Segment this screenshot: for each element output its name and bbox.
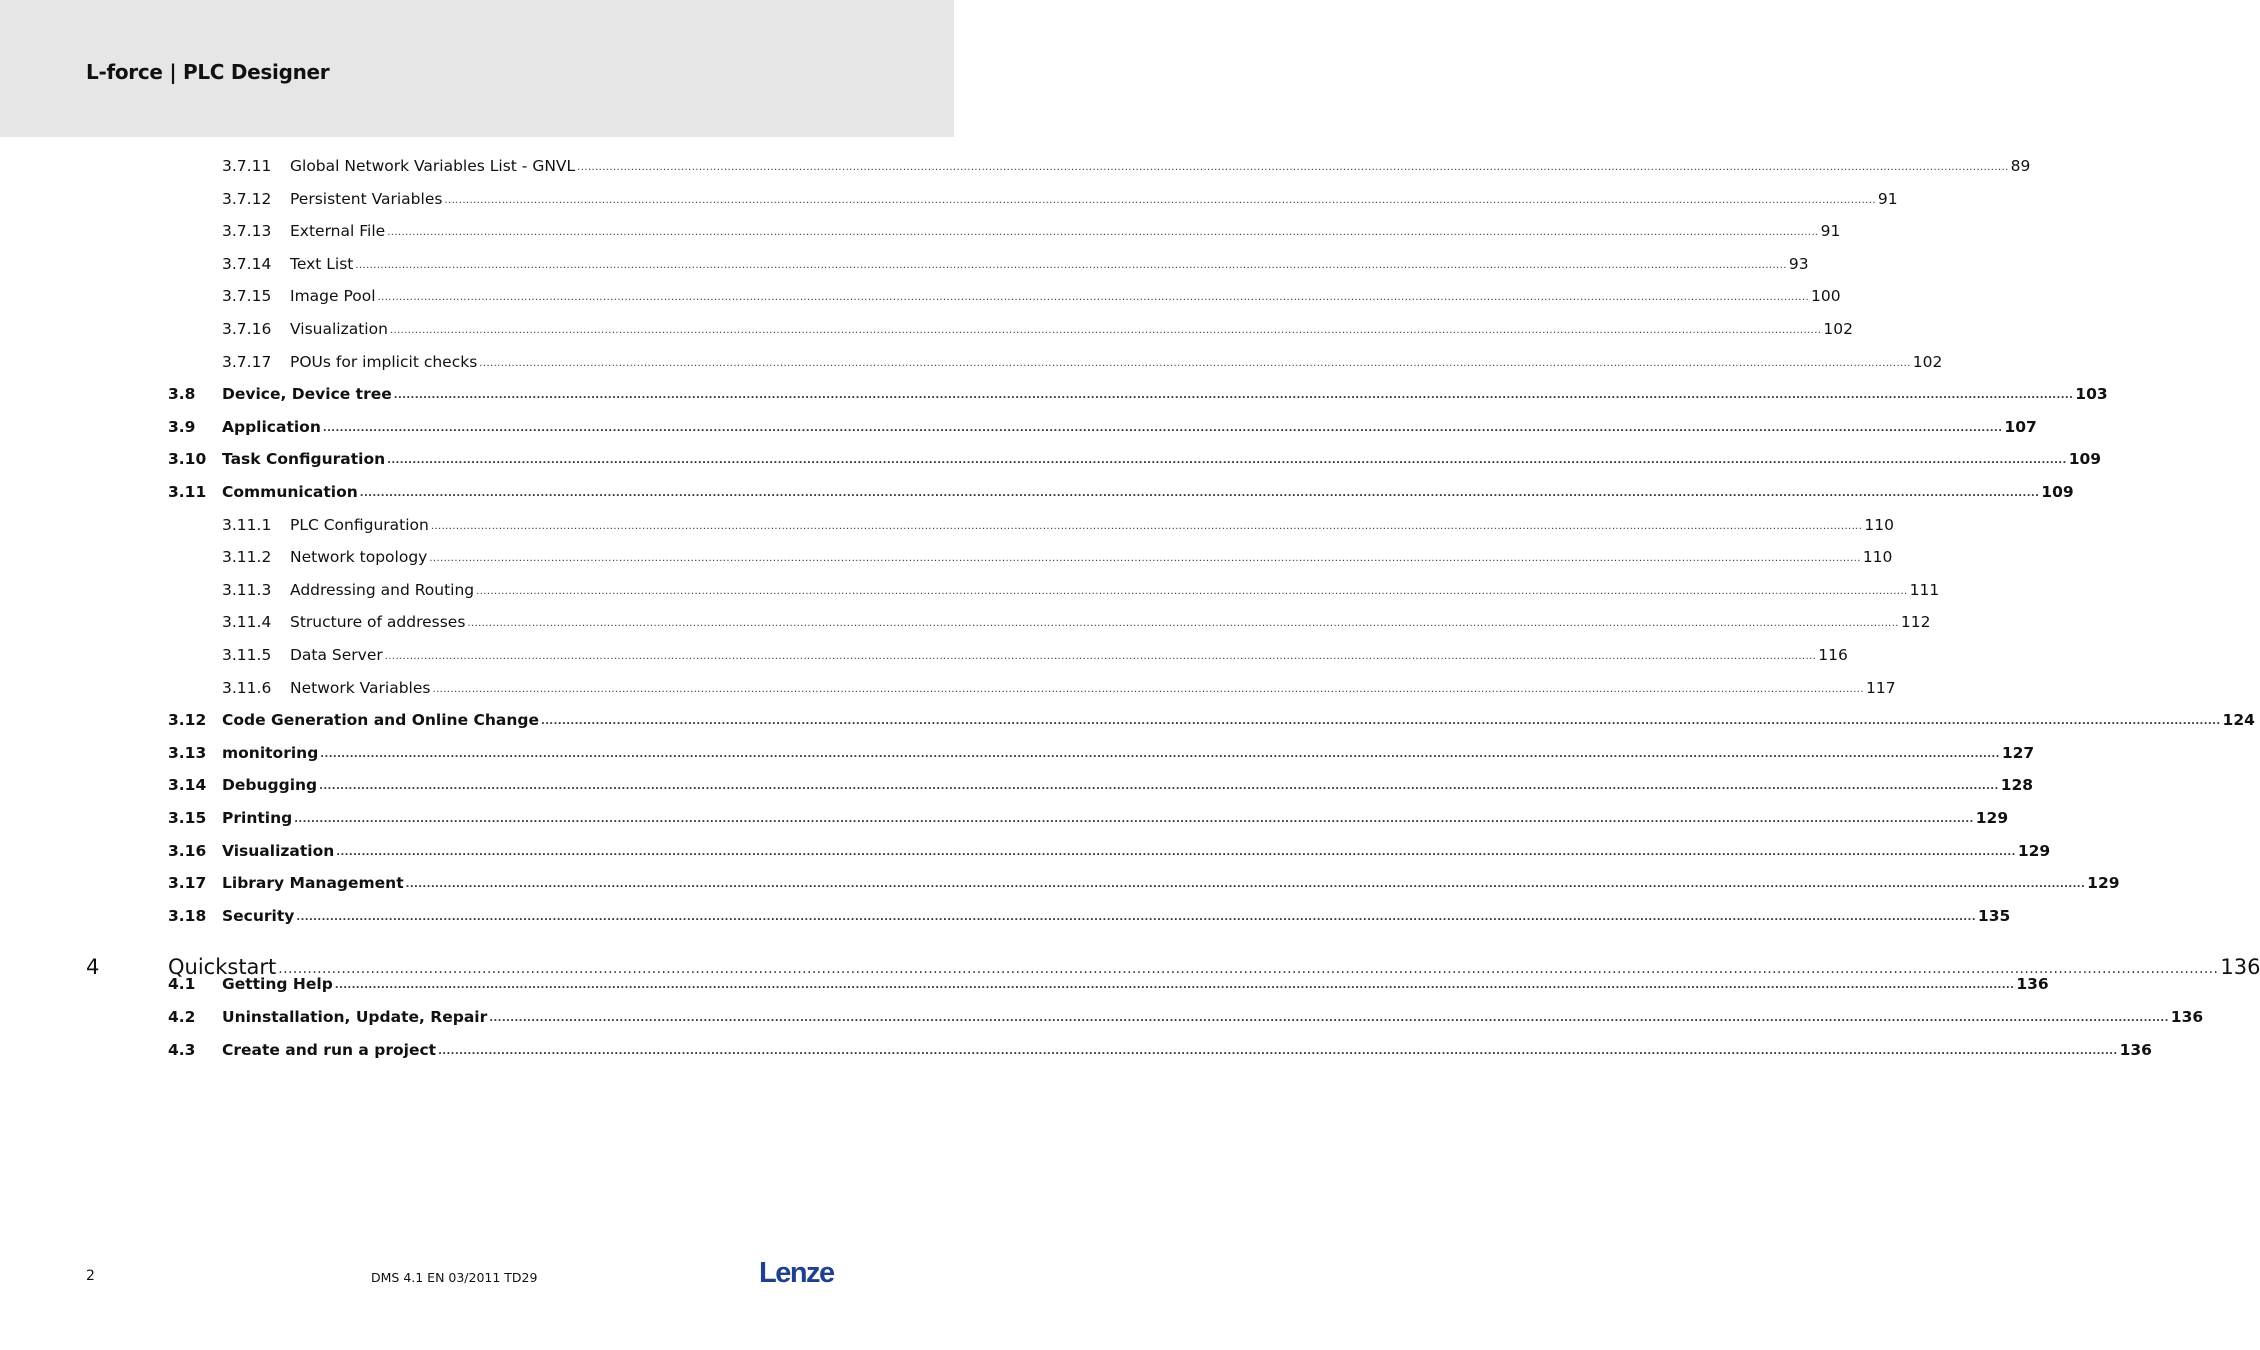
toc-entry-title: Data Server xyxy=(290,646,383,664)
toc-entry-page: 127 xyxy=(2001,743,2035,762)
toc-dot-leader: ................................................................................................................................................................................................................................................................................................................................................................................................................ xyxy=(438,1045,2118,1057)
toc-entry-title: monitoring xyxy=(222,743,319,762)
toc-entry[interactable] xyxy=(222,579,1940,601)
toc-dot-leader: ................................................................................................................................................................................................................................................................................................................................................................................................................ xyxy=(387,227,1819,239)
toc-entry-title: Quickstart xyxy=(168,955,277,980)
toc-entry-line xyxy=(290,220,1841,245)
toc-entry[interactable] xyxy=(222,644,1848,666)
toc-dot-leader: ................................................................................................................................................................................................................................................................................................................................................................................................................ xyxy=(278,961,2219,978)
toc-entry-title: Network topology xyxy=(290,548,428,567)
toc-entry-title: Visualization xyxy=(222,841,335,860)
toc-entry-title: PLC Configuration xyxy=(290,515,429,534)
toc-entry[interactable] xyxy=(222,611,1931,633)
toc-dot-leader: ................................................................................................................................................................................................................................................................................................................................................................................................................ xyxy=(334,980,2015,992)
toc-entry[interactable] xyxy=(222,514,1894,536)
toc-entry-title: Debugging xyxy=(222,776,318,795)
toc-entry-number: 3.11.1 xyxy=(222,515,272,534)
toc-entry-line xyxy=(290,253,1809,278)
toc-dot-leader: ................................................................................................................................................................................................................................................................................................................................................................................................................ xyxy=(294,814,1974,825)
toc-dot-leader: ................................................................................................................................................................................................................................................................................................................................................................................................................ xyxy=(405,879,2086,891)
toc-entry-number: 3.11.4 xyxy=(222,613,272,632)
toc-entry[interactable] xyxy=(222,318,1853,340)
toc-entry-page: 110 xyxy=(1862,548,1893,567)
toc-entry-line xyxy=(222,1006,2204,1031)
toc-entry-title: Getting Help xyxy=(222,975,333,994)
toc-entry[interactable] xyxy=(168,807,2009,829)
toc-entry-number: 3.7.16 xyxy=(222,320,272,338)
toc-entry-line xyxy=(290,285,1841,310)
toc-entry-page: 129 xyxy=(2017,841,2051,860)
toc-entry-line xyxy=(290,318,1853,343)
svg-text:Lenze: Lenze xyxy=(759,1257,834,1289)
toc-entry[interactable] xyxy=(168,872,2120,894)
toc-entry[interactable] xyxy=(168,383,2108,405)
toc-dot-leader: ................................................................................................................................................................................................................................................................................................................................................................................................................ xyxy=(489,1013,2169,1024)
toc-dot-leader: ................................................................................................................................................................................................................................................................................................................................................................................................................ xyxy=(429,553,1861,565)
toc-entry[interactable] xyxy=(168,774,2034,796)
toc-entry-page: 116 xyxy=(1818,646,1848,664)
toc-dot-leader: ................................................................................................................................................................................................................................................................................................................................................................................................................ xyxy=(432,683,1864,695)
toc-dot-leader: ................................................................................................................................................................................................................................................................................................................................................................................................................ xyxy=(467,618,1899,630)
toc-dot-leader: ................................................................................................................................................................................................................................................................................................................................................................................................................ xyxy=(336,846,2016,858)
toc-entry-number: 3.7.17 xyxy=(222,352,272,371)
toc-entry-page: 129 xyxy=(1975,809,2009,827)
toc-entry-number: 3.11.5 xyxy=(222,646,272,664)
toc-entry-title: Printing xyxy=(222,809,293,827)
toc-entry-number: 3.13 xyxy=(168,743,207,762)
toc-dot-leader: ................................................................................................................................................................................................................................................................................................................................................................................................................ xyxy=(444,194,1876,206)
toc-entry-line xyxy=(222,742,2035,767)
toc-entry[interactable] xyxy=(222,253,1809,275)
toc-dot-leader: ................................................................................................................................................................................................................................................................................................................................................................................................................ xyxy=(322,422,2003,434)
toc-dot-leader: ................................................................................................................................................................................................................................................................................................................................................................................................................ xyxy=(377,292,1810,304)
toc-entry-page: 109 xyxy=(2068,450,2102,469)
toc-entry-number: 3.9 xyxy=(168,417,196,436)
toc-entry-page: 102 xyxy=(1912,352,1943,371)
toc-entry-line xyxy=(222,774,2034,799)
toc-entry[interactable] xyxy=(168,1006,2204,1028)
toc-entry-page: 112 xyxy=(1900,613,1931,632)
toc-entry[interactable] xyxy=(222,220,1841,242)
toc-entry-page: 93 xyxy=(1788,254,1809,273)
toc-entry-page: 124 xyxy=(2222,711,2255,730)
page-header xyxy=(0,0,954,137)
toc-entry[interactable] xyxy=(222,351,1943,373)
toc-entry-number: 3.7.15 xyxy=(222,287,272,306)
toc-entry-number: 3.7.13 xyxy=(222,222,272,241)
toc-dot-leader: ................................................................................................................................................................................................................................................................................................................................................................................................................ xyxy=(319,781,1999,793)
toc-entry[interactable] xyxy=(222,677,1896,699)
toc-entry[interactable] xyxy=(222,155,2031,177)
toc-entry-title: Library Management xyxy=(222,874,404,893)
toc-entry-number: 3.14 xyxy=(168,776,207,795)
toc-entry[interactable] xyxy=(222,285,1841,307)
toc-entry-title: Global Network Variables List - GNVL xyxy=(290,157,576,175)
toc-entry[interactable] xyxy=(168,448,2102,470)
toc-entry[interactable] xyxy=(222,188,1898,210)
toc-entry-page: 89 xyxy=(2010,157,2031,175)
toc-entry-line xyxy=(222,383,2108,408)
toc-entry-number: 3.11 xyxy=(168,483,207,501)
toc-entry-number: 3.11.6 xyxy=(222,678,272,697)
toc-dot-leader: ................................................................................................................................................................................................................................................................................................................................................................................................................ xyxy=(359,488,2040,499)
toc-dot-leader: ................................................................................................................................................................................................................................................................................................................................................................................................................ xyxy=(393,390,2074,402)
toc-entry-number: 3.16 xyxy=(168,841,207,860)
toc-entry-number: 4.2 xyxy=(168,1008,196,1026)
toc-entry-number: 3.17 xyxy=(168,874,207,893)
toc-entry[interactable] xyxy=(168,742,2035,764)
toc-entry-page: 102 xyxy=(1823,320,1853,338)
toc-dot-leader: ................................................................................................................................................................................................................................................................................................................................................................................................................ xyxy=(355,259,1787,271)
toc-entry-title: Network Variables xyxy=(290,678,431,697)
footer-document-id: DMS 4.1 EN 03/2011 TD29 xyxy=(371,1270,538,1285)
toc-entry[interactable] xyxy=(168,481,2074,503)
toc-entry-title: Task Configuration xyxy=(222,450,386,469)
toc-entry-page: 136 xyxy=(2220,955,2260,980)
toc-entry-line xyxy=(222,709,2255,734)
toc-dot-leader: ................................................................................................................................................................................................................................................................................................................................................................................................................ xyxy=(541,716,2221,728)
toc-entry-line xyxy=(290,546,1893,571)
toc-entry[interactable] xyxy=(168,973,2049,995)
toc-entry-number: 3.8 xyxy=(168,385,196,404)
toc-dot-leader: ................................................................................................................................................................................................................................................................................................................................................................................................................ xyxy=(476,585,1908,597)
toc-dot-leader: ................................................................................................................................................................................................................................................................................................................................................................................................................ xyxy=(479,357,1911,369)
toc-entry-number: 3.7.11 xyxy=(222,157,272,175)
toc-entry[interactable] xyxy=(168,1039,2152,1061)
toc-dot-leader: ................................................................................................................................................................................................................................................................................................................................................................................................................ xyxy=(296,911,1976,923)
toc-entry-number: 3.10 xyxy=(168,450,207,469)
toc-entry-number: 3.7.12 xyxy=(222,189,272,208)
lenze-logo xyxy=(758,1258,838,1292)
toc-dot-leader: ................................................................................................................................................................................................................................................................................................................................................................................................................ xyxy=(384,651,1817,662)
toc-entry-line xyxy=(290,188,1898,213)
toc-entry-title: Image Pool xyxy=(290,287,376,306)
toc-entry-page: 110 xyxy=(1864,515,1894,534)
toc-entry-line xyxy=(222,481,2074,506)
toc-entry-number: 3.15 xyxy=(168,809,207,827)
toc-entry-page: 107 xyxy=(2004,417,2037,436)
toc-entry-title: Security xyxy=(222,906,295,925)
toc-entry-title: Code Generation and Online Change xyxy=(222,711,539,730)
toc-entry-line xyxy=(290,579,1940,604)
toc-entry-number: 3.12 xyxy=(168,711,207,730)
toc-entry-line xyxy=(222,905,2011,930)
toc-dot-leader: ................................................................................................................................................................................................................................................................................................................................................................................................................ xyxy=(577,162,2009,173)
toc-entry-title: POUs for implicit checks xyxy=(290,352,478,371)
toc-entry-page: 128 xyxy=(2000,776,2034,795)
toc-entry-line xyxy=(222,807,2009,832)
toc-entry-line xyxy=(290,644,1848,669)
toc-dot-leader: ................................................................................................................................................................................................................................................................................................................................................................................................................ xyxy=(430,520,1863,532)
toc-entry-title: Structure of addresses xyxy=(290,613,466,632)
toc-entry-page: 136 xyxy=(2016,975,2049,994)
toc-entry-number: 4 xyxy=(86,955,100,980)
toc-entry-line xyxy=(290,351,1943,376)
toc-entry-line xyxy=(290,611,1931,636)
footer-page-number: 2 xyxy=(86,1268,95,1284)
toc-entry-title: Uninstallation, Update, Repair xyxy=(222,1008,488,1026)
toc-entry-line xyxy=(222,973,2049,998)
toc-entry-page: 136 xyxy=(2170,1008,2204,1026)
toc-entry-page: 135 xyxy=(1977,906,2011,925)
toc-entry-title: Communication xyxy=(222,483,358,501)
lenze-logo-icon xyxy=(758,1258,838,1288)
toc-dot-leader: ................................................................................................................................................................................................................................................................................................................................................................................................................ xyxy=(389,325,1822,336)
toc-entry[interactable] xyxy=(168,905,2011,927)
toc-entry[interactable] xyxy=(222,546,1893,568)
toc-entry-number: 3.11.2 xyxy=(222,548,272,567)
toc-entry-line xyxy=(222,416,2037,441)
toc-entry-page: 136 xyxy=(2119,1040,2152,1059)
toc-entry-title: Visualization xyxy=(290,320,388,338)
toc-entry-page: 117 xyxy=(1865,678,1896,697)
toc-dot-leader: ................................................................................................................................................................................................................................................................................................................................................................................................................ xyxy=(320,748,2000,760)
toc-entry-title: Addressing and Routing xyxy=(290,580,475,599)
toc-entry-title: Text List xyxy=(290,254,354,273)
toc-entry[interactable] xyxy=(168,416,2037,438)
toc-entry-line xyxy=(290,155,2031,180)
toc-entry-number: 4.3 xyxy=(168,1040,196,1059)
toc-entry-line xyxy=(222,448,2102,473)
toc-entry-line xyxy=(222,840,2051,865)
toc-entry-title: Device, Device tree xyxy=(222,385,392,404)
toc-entry-line xyxy=(290,514,1894,539)
toc-entry-title: External File xyxy=(290,222,386,241)
toc-entry[interactable] xyxy=(168,709,2255,731)
toc-entry-page: 100 xyxy=(1811,287,1841,306)
toc-entry-title: Persistent Variables xyxy=(290,189,443,208)
toc-entry-page: 91 xyxy=(1820,222,1841,241)
toc-entry-number: 4.1 xyxy=(168,975,196,994)
toc-entry-title: Application xyxy=(222,417,321,436)
toc-entry-page: 91 xyxy=(1877,189,1898,208)
toc-entry-line xyxy=(222,1039,2152,1064)
toc-entry-number: 3.7.14 xyxy=(222,254,272,273)
toc-entry-page: 111 xyxy=(1909,580,1940,599)
toc-entry[interactable] xyxy=(168,840,2051,862)
toc-entry-line xyxy=(222,872,2120,897)
toc-entry-page: 109 xyxy=(2041,483,2074,501)
toc-entry-title: Create and run a project xyxy=(222,1040,437,1059)
toc-dot-leader: ................................................................................................................................................................................................................................................................................................................................................................................................................ xyxy=(387,455,2067,467)
toc-entry-number: 3.18 xyxy=(168,906,207,925)
toc-entry-number: 3.11.3 xyxy=(222,580,272,599)
header-title: L-force | PLC Designer xyxy=(86,60,330,84)
toc-entry-line xyxy=(290,677,1896,702)
toc-entry-page: 129 xyxy=(2087,874,2120,893)
toc-entry-page: 103 xyxy=(2075,385,2108,404)
